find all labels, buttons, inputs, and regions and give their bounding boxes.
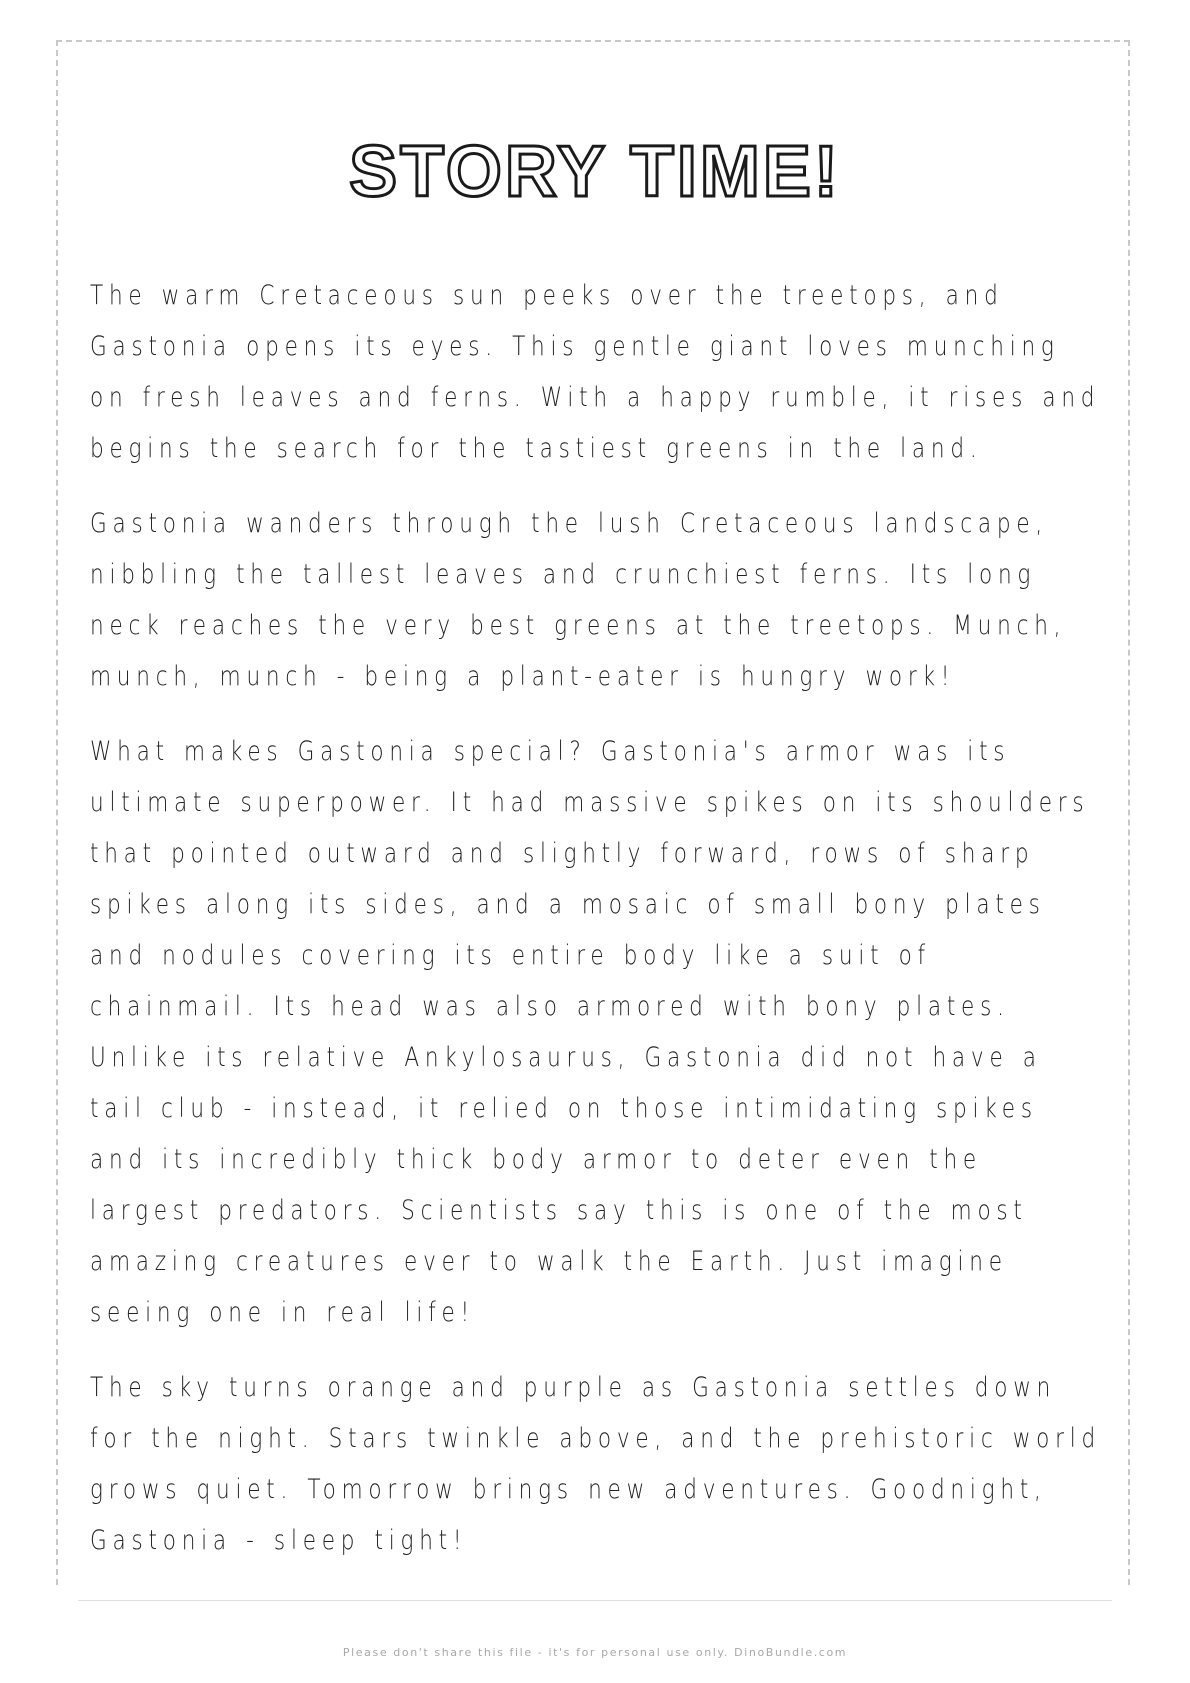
footer-divider <box>78 1600 1112 1601</box>
footer-notice: Please don't share this file - it's for personal use only. DinoBundle.com <box>342 1646 848 1659</box>
story-paragraph-night: The sky turns orange and purple as Gastonia settles down for the night. Stars twinkle above, and the prehistoric world grows quiet. Tomorrow brings new adventures. Goodnight, Gastonia - sleep tight! <box>90 1372 1102 1556</box>
story-paragraph-armor: What makes Gastonia special? Gastonia's armor was its ultimate superpower. It had massive spikes on its shoulders that pointed outward and slightly forward, rows of sharp spikes along its sides, and a mosaic of small bony plates and nodules covering its entire body like a suit of chainmail. Its head was also armored with bony plates. Unlike its relative Ankylosaurus, Gastonia did not have a tail club - instead, it relied on those intimidating spikes and its incredibly thick body armor to deter even the largest predators. Scientists say this is one of the most amazing creatures ever to walk the Earth. Just imagine seeing one in real life! <box>90 736 1090 1328</box>
story-body <box>90 270 1105 1590</box>
story-paragraph-wandering: Gastonia wanders through the lush Cretaceous landscape, nibbling the tallest leaves and crunchiest ferns. Its long neck reaches the very best greens at the treetops. Munch, munch, munch - being a plant-eater is hungry work! <box>90 508 1067 692</box>
story-paragraph-morning: The warm Cretaceous sun peeks over the treetops, and Gastonia opens its eyes. This gentle giant loves munching on fresh leaves and ferns. With a happy rumble, it rises and begins the search for the tastiest greens in the land. <box>90 280 1101 464</box>
page-title: STORY TIME! <box>349 132 841 213</box>
